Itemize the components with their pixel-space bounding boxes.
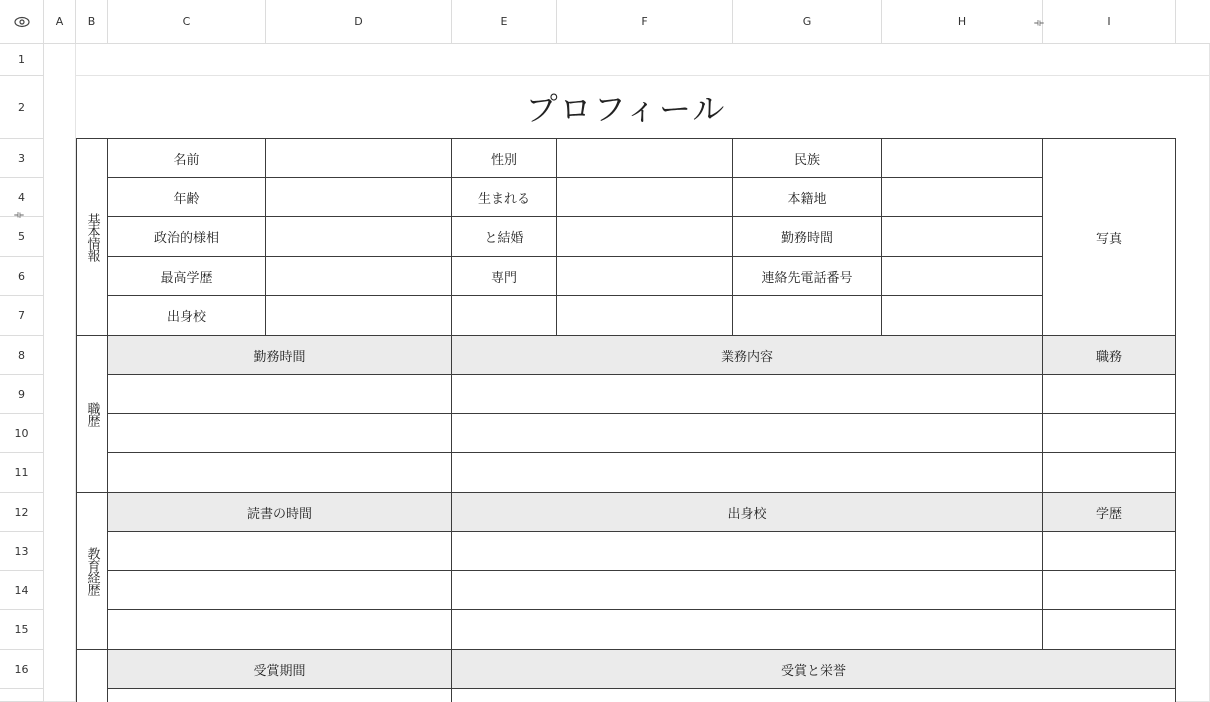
column-header-j[interactable] — [1176, 0, 1210, 44]
row-resize-handle-icon[interactable]: ⟛ — [14, 208, 24, 221]
eye-icon[interactable] — [14, 16, 30, 28]
photo-cell[interactable]: 写真 — [1043, 139, 1176, 336]
row-header-5[interactable]: 5 — [0, 217, 44, 257]
career-row[interactable] — [452, 453, 1043, 493]
column-header-g[interactable]: G — [733, 0, 882, 44]
value-name[interactable] — [266, 139, 452, 178]
label-school[interactable]: 出身校 — [108, 296, 266, 336]
career-row[interactable] — [1043, 375, 1176, 414]
select-all-corner[interactable] — [0, 0, 44, 44]
section-education[interactable]: 教育経歴 — [76, 493, 108, 650]
row-header-17[interactable] — [0, 689, 44, 702]
row-header-16[interactable]: 16 — [0, 650, 44, 689]
row-header-8[interactable]: 8 — [0, 336, 44, 375]
column-header-h[interactable]: H — [882, 0, 1043, 44]
career-row[interactable] — [1043, 453, 1176, 493]
label-gender[interactable]: 性別 — [452, 139, 557, 178]
value-major[interactable] — [557, 257, 733, 296]
row-header-9[interactable]: 9 — [0, 375, 44, 414]
cell-row1[interactable] — [76, 44, 1210, 76]
label-major[interactable]: 専門 — [452, 257, 557, 296]
row-header-2[interactable]: 2 — [0, 76, 44, 139]
awards-header-period[interactable]: 受賞期間 — [108, 650, 452, 689]
value-phone[interactable] — [882, 257, 1043, 296]
row-header-14[interactable]: 14 — [0, 571, 44, 610]
cell-a[interactable] — [44, 44, 76, 702]
cell-j[interactable] — [1176, 76, 1210, 702]
column-header-c[interactable]: C — [108, 0, 266, 44]
column-header-e[interactable]: E — [452, 0, 557, 44]
column-header-b[interactable]: B — [76, 0, 108, 44]
education-row[interactable] — [1043, 532, 1176, 571]
row-header-1[interactable]: 1 — [0, 44, 44, 76]
value-work-hours[interactable] — [882, 217, 1043, 257]
education-row[interactable] — [452, 532, 1043, 571]
section-basic-info[interactable]: 基本情報 — [76, 139, 108, 336]
column-resize-handle-icon[interactable]: ⟛ — [1034, 16, 1044, 29]
row-header-6[interactable]: 6 — [0, 257, 44, 296]
row-header-11[interactable]: 11 — [0, 453, 44, 493]
education-row[interactable] — [1043, 610, 1176, 650]
career-row[interactable] — [1043, 414, 1176, 453]
column-header-a[interactable]: A — [44, 0, 76, 44]
label-married[interactable]: と結婚 — [452, 217, 557, 257]
section-awards[interactable] — [76, 650, 108, 702]
career-header-position[interactable]: 職務 — [1043, 336, 1176, 375]
career-row[interactable] — [108, 375, 452, 414]
career-row[interactable] — [452, 414, 1043, 453]
education-row[interactable] — [108, 571, 452, 610]
label-age[interactable]: 年齢 — [108, 178, 266, 217]
awards-header-honors[interactable]: 受賞と栄誉 — [452, 650, 1176, 689]
education-row[interactable] — [108, 610, 452, 650]
section-career[interactable]: 職歴 — [76, 336, 108, 493]
value-age[interactable] — [266, 178, 452, 217]
label-work-hours[interactable]: 勤務時間 — [733, 217, 882, 257]
career-header-period[interactable]: 勤務時間 — [108, 336, 452, 375]
row-header-15[interactable]: 15 — [0, 610, 44, 650]
cell-h7[interactable] — [882, 296, 1043, 336]
row-header-4[interactable]: 4 — [0, 178, 44, 217]
cell-e7[interactable] — [452, 296, 557, 336]
education-header-period[interactable]: 読書の時間 — [108, 493, 452, 532]
sheet-title[interactable]: プロフィール — [76, 76, 1176, 139]
row-header-12[interactable]: 12 — [0, 493, 44, 532]
awards-row[interactable] — [452, 689, 1176, 702]
education-row[interactable] — [452, 610, 1043, 650]
value-education[interactable] — [266, 257, 452, 296]
career-header-duties[interactable]: 業務内容 — [452, 336, 1043, 375]
value-domicile[interactable] — [882, 178, 1043, 217]
value-ethnicity[interactable] — [882, 139, 1043, 178]
label-name[interactable]: 名前 — [108, 139, 266, 178]
row-header-3[interactable]: 3 — [0, 139, 44, 178]
label-born[interactable]: 生まれる — [452, 178, 557, 217]
education-header-school[interactable]: 出身校 — [452, 493, 1043, 532]
career-row[interactable] — [108, 453, 452, 493]
career-row[interactable] — [108, 414, 452, 453]
value-school[interactable] — [266, 296, 452, 336]
education-row[interactable] — [452, 571, 1043, 610]
value-gender[interactable] — [557, 139, 733, 178]
column-header-i[interactable]: I — [1043, 0, 1176, 44]
education-row[interactable] — [1043, 571, 1176, 610]
cell-f7[interactable] — [557, 296, 733, 336]
row-header-10[interactable]: 10 — [0, 414, 44, 453]
value-political[interactable] — [266, 217, 452, 257]
column-header-d[interactable]: D — [266, 0, 452, 44]
value-married[interactable] — [557, 217, 733, 257]
cell-g7[interactable] — [733, 296, 882, 336]
career-row[interactable] — [452, 375, 1043, 414]
education-row[interactable] — [108, 532, 452, 571]
column-header-f[interactable]: F — [557, 0, 733, 44]
awards-row[interactable] — [108, 689, 452, 702]
row-header-13[interactable]: 13 — [0, 532, 44, 571]
row-header-7[interactable]: 7 — [0, 296, 44, 336]
label-phone[interactable]: 連絡先電話番号 — [733, 257, 882, 296]
label-political[interactable]: 政治的様相 — [108, 217, 266, 257]
label-domicile[interactable]: 本籍地 — [733, 178, 882, 217]
label-education[interactable]: 最高学歴 — [108, 257, 266, 296]
value-born[interactable] — [557, 178, 733, 217]
education-header-degree[interactable]: 学歴 — [1043, 493, 1176, 532]
label-ethnicity[interactable]: 民族 — [733, 139, 882, 178]
